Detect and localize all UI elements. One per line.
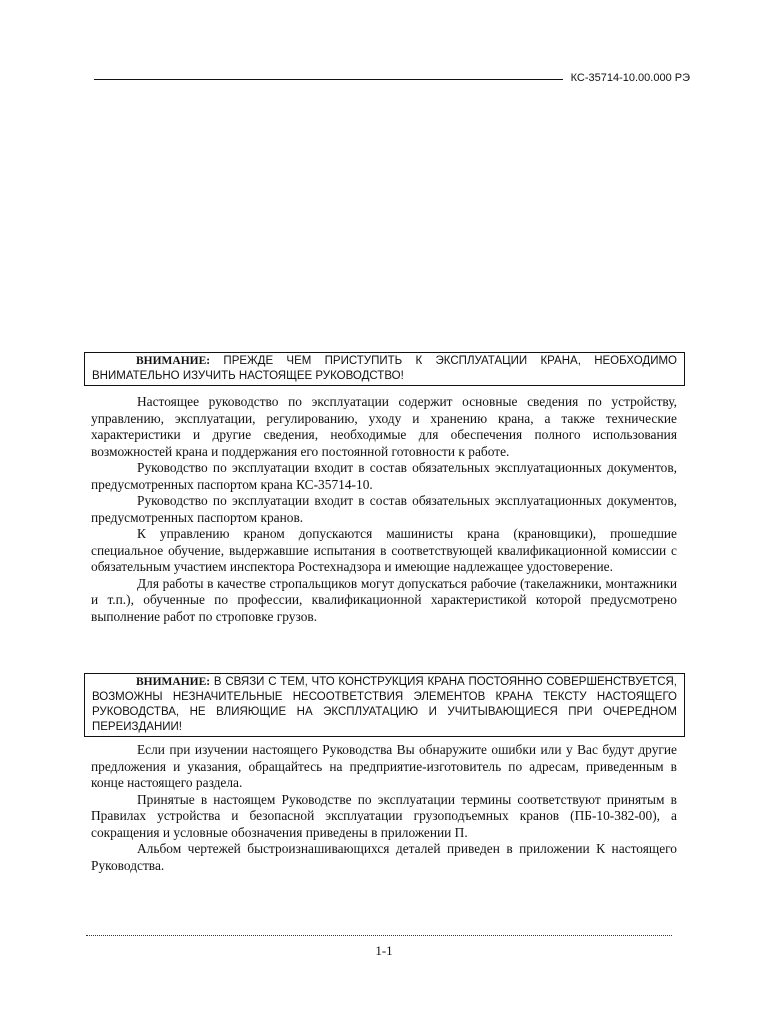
paragraph: Принятые в настоящем Руководстве по эксплуатации термины соответствуют принятым в Правилах устройства и безопасной эксплуатации грузоподъемных кранов (ПБ-10-382-00), а сокращения и условные обозначения приведены в приложении П. xyxy=(91,791,677,840)
paragraph: Если при изучении настоящего Руководства Вы обнаружите ошибки или у Вас будут другие предложения и указания, обращайтесь на предприятие-изготовитель по адресам, приведенным в конце настоящего раздела. xyxy=(91,742,677,790)
paragraph: Для работы в качестве стропальщиков могут допускаться рабочие (такелажники, монтажники и т.п.), обученные по профессии, квалификационной характеристикой которой предусмотрено выполнение работ по строповке грузов. xyxy=(91,575,677,624)
warning-box-2 xyxy=(84,673,685,737)
warning-label: ВНИМАНИЕ: xyxy=(136,355,211,367)
page-number: 1-1 xyxy=(375,943,393,958)
intro-text-block xyxy=(91,394,677,625)
footer-rule xyxy=(86,935,672,936)
paragraph: Настоящее руководство по эксплуатации содержит основные сведения по устройству, управлению, эксплуатации, регулированию, уходу и хранению крана, а также технические характеристики и другие сведения, необходимые для обеспечения полного использования возможностей крана и поддержания его постоянной готовности к работе. xyxy=(91,394,677,459)
closing-text-block xyxy=(91,742,677,874)
paragraph: К управлению краном допускаются машинисты крана (крановщики), прошедшие специальное обучение, выдержавшие испытания в соответствующей квалификационной комиссии с обязательным участием инспектора Ростехнадзора и имеющие надлежащее удостоверение. xyxy=(91,526,677,574)
header-rule xyxy=(94,79,563,80)
paragraph: Руководство по эксплуатации входит в состав обязательных эксплуатационных документов, предусмотренных паспортом кранов. xyxy=(91,493,677,525)
paragraph: Альбом чертежей быстроизнашивающихся деталей приведен в приложении К настоящего Руководства. xyxy=(91,841,677,873)
document-code: КС-35714-10.00.000 РЭ xyxy=(570,72,690,84)
warning-box-1 xyxy=(84,352,685,386)
paragraph: Руководство по эксплуатации входит в состав обязательных эксплуатационных документов, предусмотренных паспортом крана КС-35714-10. xyxy=(91,460,677,492)
warning-text: ПРЕЖДЕ ЧЕМ ПРИСТУПИТЬ К ЭКСПЛУАТАЦИИ КРАНА, НЕОБХОДИМО ВНИМАТЕЛЬНО ИЗУЧИТЬ НАСТОЯЩЕЕ РУКОВОДСТВО! xyxy=(92,355,677,382)
warning-text: В СВЯЗИ С ТЕМ, ЧТО КОНСТРУКЦИЯ КРАНА ПОСТОЯННО СОВЕРШЕНСТВУЕТСЯ, ВОЗМОЖНЫ НЕЗНАЧИТЕЛЬНЫЕ НЕСООТВЕТСТВИЯ ЭЛЕМЕНТОВ КРАНА ТЕКСТУ НАСТОЯЩЕГО РУКОВОДСТВА, НЕ ВЛИЯЮЩИЕ НА ЭКСПЛУАТАЦИЮ И УЧИТЫВАЮЩИЕСЯ ПРИ ОЧЕРЕДНОМ ПЕРЕИЗДАНИИ! xyxy=(92,676,677,733)
warning-label: ВНИМАНИЕ: xyxy=(136,676,211,688)
page-header xyxy=(94,68,690,84)
